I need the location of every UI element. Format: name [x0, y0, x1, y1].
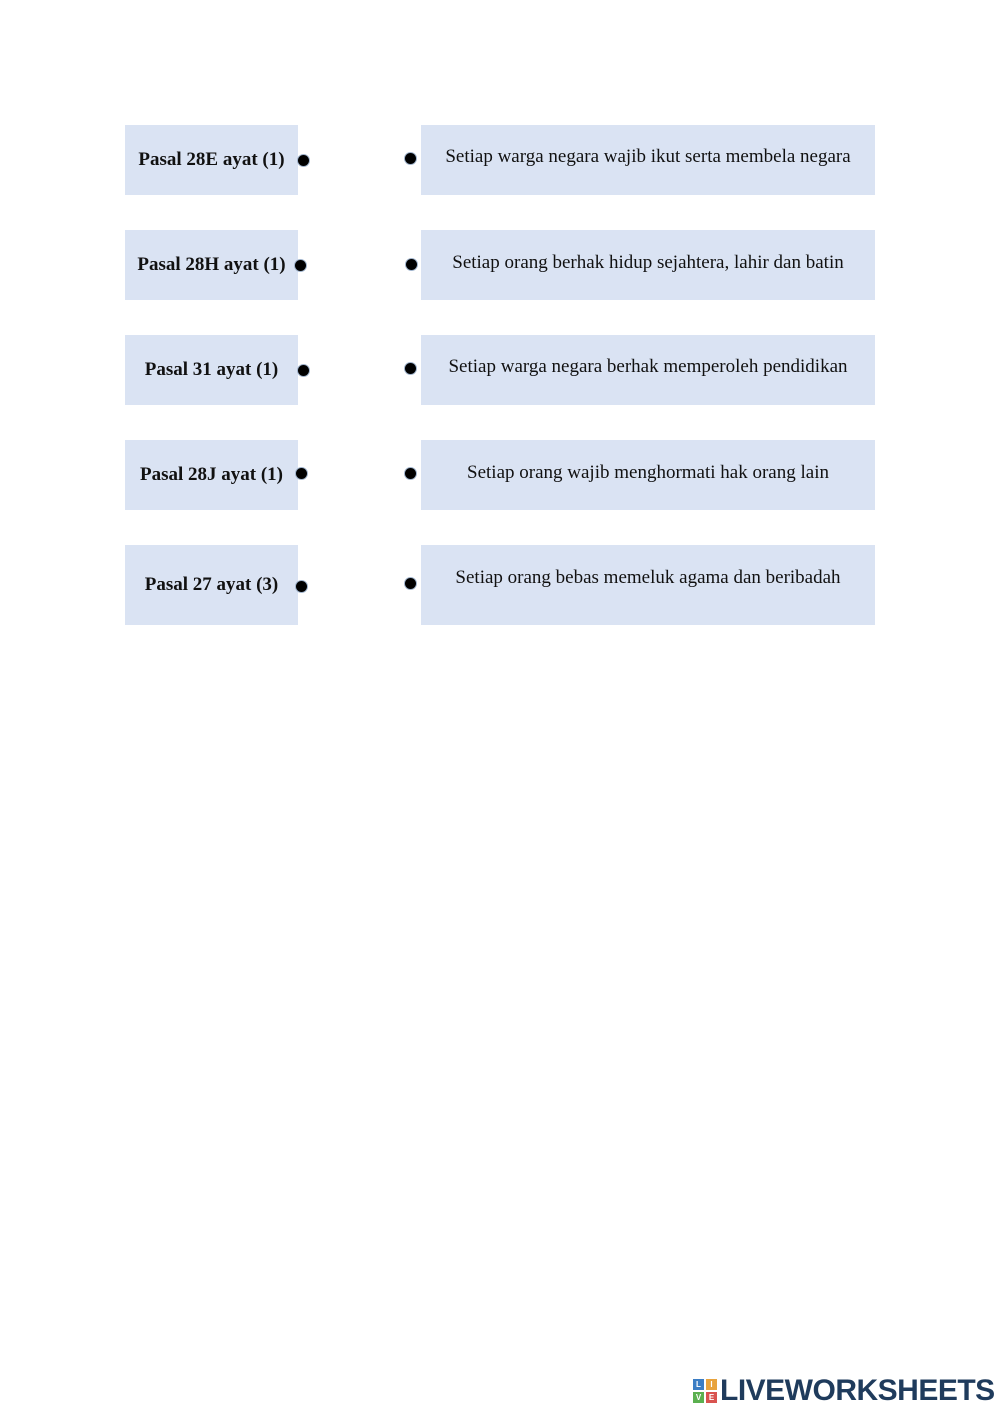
right-item-5	[421, 545, 875, 625]
left-item-3	[125, 335, 298, 405]
left-item-5	[125, 545, 298, 625]
right-match-dot-5[interactable]	[405, 578, 416, 589]
right-item-label: Setiap orang berhak hidup sejahtera, lahir dan batin	[452, 252, 844, 273]
left-item-2	[125, 230, 298, 300]
logo-icon	[693, 1379, 717, 1403]
left-match-dot-2[interactable]	[295, 260, 306, 271]
right-item-label: Setiap orang wajib menghormati hak orang lain	[467, 462, 829, 483]
left-item-label: Pasal 27 ayat (3)	[144, 574, 279, 595]
left-match-dot-5[interactable]	[296, 581, 307, 592]
left-item-4	[125, 440, 298, 510]
left-item-label: Pasal 31 ayat (1)	[144, 359, 279, 380]
left-item-label: Pasal 28H ayat (1)	[137, 254, 286, 275]
right-match-dot-2[interactable]	[406, 259, 417, 270]
logo-square-i: I	[706, 1379, 717, 1390]
left-item-1	[125, 125, 298, 195]
right-match-dot-1[interactable]	[405, 153, 416, 164]
right-item-1	[421, 125, 875, 195]
right-item-3	[421, 335, 875, 405]
left-item-label: Pasal 28J ayat (1)	[139, 464, 283, 485]
left-match-dot-3[interactable]	[298, 365, 309, 376]
logo-square-e: E	[706, 1392, 717, 1403]
right-item-label: Setiap warga negara berhak memperoleh pendidikan	[448, 356, 848, 377]
liveworksheets-logo	[693, 1376, 995, 1406]
right-item-label: Setiap orang bebas memeluk agama dan beribadah	[455, 567, 841, 588]
left-match-dot-1[interactable]	[298, 155, 309, 166]
right-item-2	[421, 230, 875, 300]
right-match-dot-3[interactable]	[405, 363, 416, 374]
logo-square-v: V	[693, 1392, 704, 1403]
right-match-dot-4[interactable]	[405, 468, 416, 479]
logo-square-l: L	[693, 1379, 704, 1390]
right-item-label: Setiap warga negara wajib ikut serta membela negara	[445, 146, 851, 167]
left-item-label: Pasal 28E ayat (1)	[138, 149, 285, 170]
left-match-dot-4[interactable]	[296, 468, 307, 479]
right-item-4	[421, 440, 875, 510]
logo-text: LIVEWORKSHEETS	[720, 1374, 995, 1407]
